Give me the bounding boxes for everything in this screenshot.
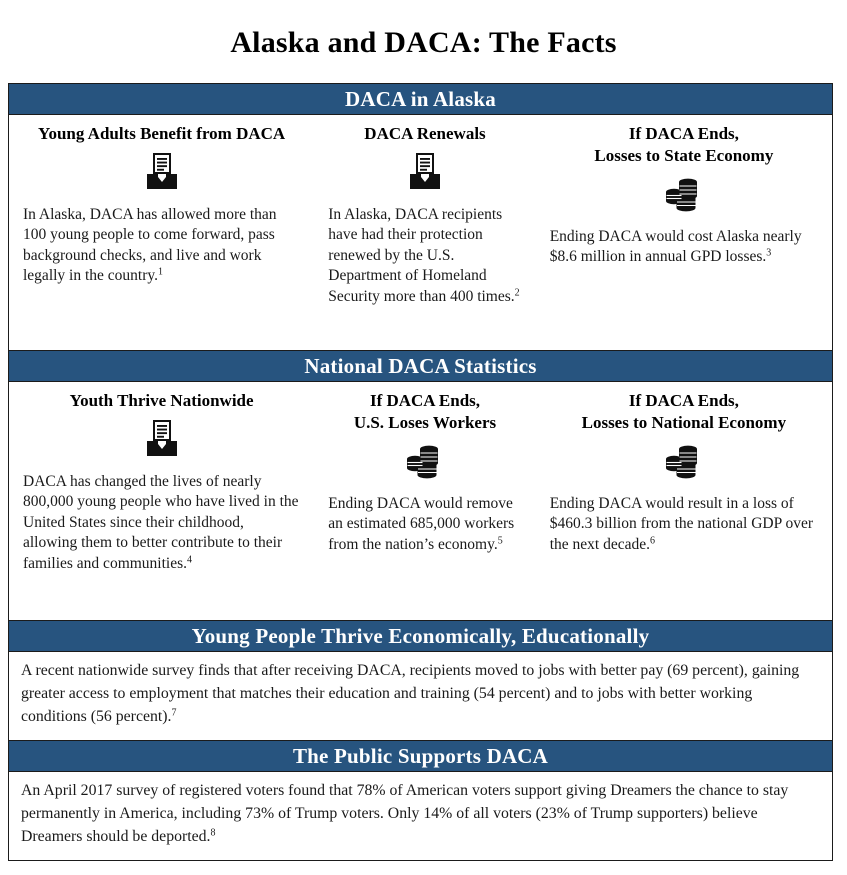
footnote-marker: 5 — [497, 535, 503, 546]
fact-card-heading: Young Adults Benefit from DACA — [38, 123, 286, 143]
three-column-row — [9, 382, 832, 620]
fact-card-heading-line2: Losses to State Economy — [594, 145, 774, 165]
footnote-marker: 7 — [171, 707, 177, 718]
page-title: Alaska and DACA: The Facts — [230, 26, 617, 59]
fact-card-body — [23, 205, 300, 287]
fact-card-body — [23, 472, 300, 575]
footnote-marker: 2 — [514, 287, 520, 298]
section-body-public-supports-daca — [9, 772, 832, 860]
fact-card-heading-line2: Losses to National Economy — [581, 412, 787, 432]
fact-card-body-text: Ending DACA would result in a loss of $460.3 billion from the national GDP over the next decade. — [549, 494, 814, 553]
section-public-supports-daca — [9, 740, 832, 860]
footnote-marker: 8 — [210, 827, 216, 838]
fact-card-body — [328, 205, 521, 308]
three-column-row — [9, 115, 832, 350]
section-young-people-thrive — [9, 620, 832, 740]
fact-card-heading-line1: If DACA Ends, — [369, 390, 481, 410]
fact-card-heading — [550, 390, 818, 434]
coin-stacks-icon — [550, 171, 818, 217]
fact-card-heading: DACA Renewals — [364, 123, 486, 143]
fact-card-youth-thrive-nationwide — [9, 382, 314, 620]
footnote-marker: 1 — [158, 266, 164, 278]
section-header-young-people-thrive: Young People Thrive Economically, Educationally — [9, 620, 832, 652]
footnote-marker: 6 — [649, 535, 655, 546]
fact-card-heading: Youth Thrive Nationwide — [69, 390, 254, 410]
fact-card-young-adults-benefit — [9, 115, 314, 350]
section-daca-in-alaska — [9, 84, 832, 350]
section-national-daca-statistics — [9, 350, 832, 620]
fact-card-body-text: Ending DACA would remove an estimated 685,000 workers from the nation’s economy. — [328, 494, 515, 553]
fact-card-daca-renewals — [314, 115, 535, 350]
document-download-icon — [328, 149, 521, 195]
fact-card-losses-national-economy — [536, 382, 832, 620]
fact-card-heading-line1: If DACA Ends, — [628, 123, 739, 143]
fact-card-heading — [328, 390, 521, 434]
section-body-text: A recent nationwide survey finds that after receiving DACA, recipients moved to jobs with better pay (69 percent), gaining greater access to employment that matches their education and training (54 percent) and to jobs with better working conditions (56 percent). — [21, 661, 800, 725]
fact-card-heading-line2: U.S. Loses Workers — [353, 412, 497, 432]
fact-card-us-loses-workers — [314, 382, 535, 620]
section-header-national-daca-statistics: National DACA Statistics — [9, 350, 832, 382]
facts-table — [8, 83, 833, 861]
fact-card-body-text: Ending DACA would cost Alaska nearly $8.6 million in annual GPD losses. — [549, 227, 802, 265]
coin-stacks-icon — [328, 438, 521, 484]
document-download-icon — [23, 416, 300, 462]
fact-card-body — [550, 227, 818, 268]
fact-card-body — [328, 494, 521, 556]
coin-stacks-icon — [550, 438, 818, 484]
document-download-icon — [23, 149, 300, 195]
footnote-marker: 4 — [187, 554, 193, 565]
fact-card-body-text: In Alaska, DACA has allowed more than 100 young people to come forward, pass background checks, and live and work legally in the country. — [23, 205, 277, 284]
section-body-young-people-thrive — [9, 652, 832, 740]
section-body-text: An April 2017 survey of registered voters found that 78% of American voters support giving Dreamers the chance to stay permanently in America, including 73% of Trump voters. Only 14% of all voters (23% of Trump supporters) believe Dreamers should be deported. — [21, 781, 789, 845]
fact-card-body-text: In Alaska, DACA recipients have had their protection renewed by the U.S. Department of Homeland Security more than 400 times. — [328, 205, 515, 305]
fact-card-body-text: DACA has changed the lives of nearly 800,000 young people who have lived in the United States since their childhood, allowing them to better contribute to their families and communities. — [23, 472, 299, 572]
section-header-public-supports-daca: The Public Supports DACA — [9, 740, 832, 772]
fact-card-heading — [550, 123, 818, 167]
fact-card-heading-line1: If DACA Ends, — [628, 390, 739, 410]
section-header-daca-in-alaska: DACA in Alaska — [9, 84, 832, 115]
fact-card-losses-state-economy — [536, 115, 832, 350]
footnote-marker: 3 — [766, 247, 772, 259]
fact-card-body — [550, 494, 818, 556]
